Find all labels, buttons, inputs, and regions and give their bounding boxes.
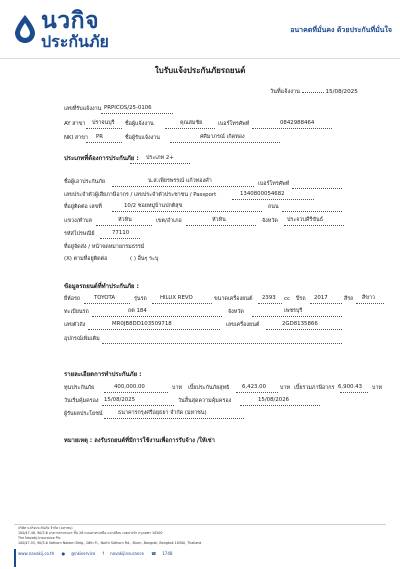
chassis-value: MR0JB8DD103509718: [112, 321, 172, 327]
line-icon: ●: [61, 551, 66, 556]
date-filler: [302, 92, 324, 93]
district-value: หัวหิน: [212, 217, 226, 223]
insured-name-value: น.ส.เพียรพรรณ์ แก้วทองคำ: [148, 178, 212, 184]
branch-line: [86, 128, 122, 129]
beneficiary-label: ผู้รับผลประโยชน์: [64, 411, 103, 417]
plate-province-line: [252, 316, 342, 317]
sum-insured-value: 400,000.00: [114, 384, 145, 390]
receiver-value: ศศิมาภรณ์ เกิดทอง: [200, 134, 245, 140]
beneficiary-line: [104, 418, 244, 419]
net-premium-line: [236, 392, 278, 393]
district-label: เขต/อำเภอ: [156, 218, 182, 224]
end-date-label: วันสิ้นสุดความคุ้มครอง: [178, 398, 232, 404]
date-row: [270, 88, 358, 96]
brand-value: TOYOTA: [94, 295, 116, 301]
footer-company-en: The Navakij Insurance Plc.: [18, 536, 62, 540]
model-line: [152, 303, 212, 304]
insured-id-line: [232, 199, 314, 200]
district-line: [186, 225, 256, 226]
branch-value: ปราจนบุรี: [92, 120, 115, 126]
company-slogan: อนาคตที่มั่นคง ด้วยประกันที่มั่นใจ: [290, 26, 392, 34]
brand-line: [84, 303, 130, 304]
nkj-branch-line: [86, 142, 122, 143]
net-premium-label: เบี้ยประกันภัยสุทธิ: [188, 385, 230, 391]
social-facebook-link[interactable]: navakijinsurance: [110, 551, 144, 556]
model-value: HILUX REVO: [160, 295, 193, 301]
insured-tel-line: [292, 188, 342, 189]
notifier-line: [165, 128, 215, 129]
date-label: วันที่แจ้งงาน: [270, 89, 300, 95]
subdistrict-line: [96, 225, 152, 226]
engine-size-label: ขนาดเครื่องยนต์: [214, 296, 253, 302]
document-title: ใบรับแจ้งประกันภัยรถยนต์: [154, 66, 246, 75]
policy-section-title: รายละเอียดการทำประกันภัย :: [64, 371, 142, 378]
year-label: ปีรถ: [296, 296, 306, 302]
hotline-number: 1748: [162, 551, 173, 556]
accessories-label: อุปกรณ์เพิ่มเติม: [64, 336, 100, 342]
insured-id-label: เลขประจำตัวผู้เสียภาษีอากร / เลขประจำตัวประชาชน / Passport: [64, 192, 217, 198]
footer-company-th: บริษัท นวกิจประกันภัย จำกัด (มหาชน): [18, 526, 73, 530]
facebook-icon: f: [102, 551, 105, 556]
postal-line: [100, 238, 140, 239]
net-premium-value: 6,423.00: [242, 384, 267, 390]
insured-addr-label: ที่อยู่ติดต่อ เลขที่: [64, 204, 102, 210]
vehicle-section-title: ข้อมูลรถยนต์ที่ทำประกันภัย :: [64, 283, 139, 290]
website-link[interactable]: www.navakij.co.th: [18, 551, 55, 556]
ref-label: เลขที่รับแจ้งงาน: [64, 106, 102, 112]
postal-value: 77110: [112, 230, 130, 236]
nkj-branch-value: PR: [96, 134, 103, 140]
insured-addr-line: [112, 211, 262, 212]
engine-no-line: [266, 329, 342, 330]
subdistrict-label: แขวง/ตำบล: [64, 218, 92, 224]
ref-line: [101, 113, 173, 114]
phone-value: 0842988464: [280, 120, 315, 126]
model-label: รุ่นรถ: [134, 296, 147, 302]
subdistrict-value: หัวหิน: [118, 217, 132, 223]
plate-value: ถต 184: [128, 308, 147, 314]
chassis-label: เลขตัวถัง: [64, 322, 86, 328]
year-line: [310, 303, 342, 304]
color-label: สีรถ: [344, 296, 354, 302]
header-divider: [0, 58, 400, 59]
start-date-line: [102, 405, 174, 406]
insured-tel-label: เบอร์โทรศัพท์: [258, 181, 290, 187]
sum-insured-line: [104, 392, 168, 393]
start-date-label: วันเริ่มคุ้มครอง: [64, 398, 99, 404]
plate-province-label: จังหวัด: [228, 309, 244, 315]
footer-divider: [14, 524, 386, 525]
ref-value: PRPICOS/25-0106: [104, 105, 152, 111]
color-value: สีขาว: [362, 295, 376, 301]
delivery-address-label: ที่อยู่จัดส่ง / หน้าจดหมายกรมธรรม์: [64, 244, 145, 250]
phone-label: เบอร์โทรศัพท์: [218, 121, 250, 127]
phone-line: [252, 128, 332, 129]
net-baht-label: บาท: [280, 385, 291, 391]
drop-logo-icon: [12, 14, 38, 44]
footer-contacts: [18, 551, 178, 556]
social-line-link[interactable]: @nkiservice: [71, 551, 96, 556]
delivery-option-other: ( ) อื่นๆ ระบุ: [130, 256, 159, 262]
delivery-option-same: (X) ตามที่อยู่ติดต่อ: [64, 256, 108, 262]
nkj-branch-label: NKI สาขา: [64, 135, 88, 141]
insured-addr-value: 10/2 ซอยหมู่บ้านปกติสุข: [124, 203, 183, 209]
total-baht-label: บาท: [372, 385, 383, 391]
engine-size-line: [258, 303, 282, 304]
engine-no-label: เลขเครื่องยนต์: [226, 322, 260, 328]
coverage-value: ประเภท 2+: [146, 155, 174, 161]
chassis-line: [88, 329, 220, 330]
province-line: [284, 225, 344, 226]
end-date-value: 15/08/2026: [258, 397, 290, 403]
receiver-line: [170, 142, 280, 143]
engine-size-value: 2393: [262, 295, 276, 301]
footer-accent-bar: [14, 549, 16, 567]
plate-province-value: เพชรบุรี: [284, 308, 303, 314]
sum-insured-label: ทุนประกันภัย: [64, 385, 95, 391]
insured-name-line: [112, 186, 254, 187]
plate-line: [92, 316, 222, 317]
logo-main-text: นวกิจ: [41, 8, 100, 34]
phone-icon: ☎: [151, 551, 157, 556]
branch-label: AY สาขา: [64, 121, 86, 127]
notifier-value: คุณสมชัย: [180, 120, 203, 126]
province-label: จังหวัด: [262, 218, 278, 224]
province-value: ประจวบคีรีขันธ์: [287, 217, 323, 223]
note-text: หมายเหตุ : ลงรับรถยนต์ที่มีการใช้งานเพื่อการรับจ้าง /ให้เช่า: [64, 438, 215, 444]
cc-label: cc: [284, 296, 290, 302]
insured-name-label: ชื่อผู้เอาประกันภัย: [64, 179, 106, 185]
sum-baht-label: บาท: [172, 385, 183, 391]
company-logo: [12, 8, 132, 56]
insured-id-value: 1340800054682: [240, 191, 285, 197]
total-premium-line: [340, 392, 368, 393]
insured-road-line: [282, 211, 342, 212]
accessories-line: [102, 343, 342, 344]
insured-road-label: ถนน: [268, 204, 279, 210]
receiver-label: ชื่อผู้รับแจ้งงาน: [125, 135, 160, 141]
coverage-line: [130, 163, 190, 164]
date-value: 15/08/2025: [325, 89, 358, 95]
end-date-line: [240, 405, 320, 406]
postal-label: รหัสไปรษณีย์: [64, 231, 95, 237]
coverage-label: ประเภทที่ต้องการประกันภัย :: [64, 155, 139, 162]
beneficiary-value: ธนาคารกรุงศรีอยุธยา จำกัด (มหาชน): [118, 410, 207, 416]
total-premium-label: เบี้ยรวมภาษีอากร: [294, 385, 335, 391]
plate-label: ทะเบียนรถ: [64, 309, 89, 315]
color-line: [356, 303, 384, 304]
total-premium-value: 6,900.43: [338, 384, 363, 390]
logo-sub-text: ประกันภัย: [41, 32, 109, 51]
footer-address-en: 100/47-55, 90/3-6 Sathorn Nakorn Bldg., 26th Fl., North Sathorn Rd., Silom, Bangrak, Bangkok 10500, Thailand: [18, 541, 202, 545]
notifier-label: ชื่อผู้แจ้งงาน: [125, 121, 154, 127]
engine-no-value: 2GD8135866: [282, 321, 318, 327]
year-value: 2017: [314, 295, 328, 301]
brand-label: ยี่ห้อรถ: [64, 296, 81, 302]
start-date-value: 15/08/2025: [104, 397, 136, 403]
footer-address-th: 100/47-48, 90/3-6 อาคารสาทรนคร ชั้น 26 ถนนสาทรเหนือ แขวงสีลม เขตบางรัก กรุงเทพฯ 10500: [18, 531, 163, 535]
